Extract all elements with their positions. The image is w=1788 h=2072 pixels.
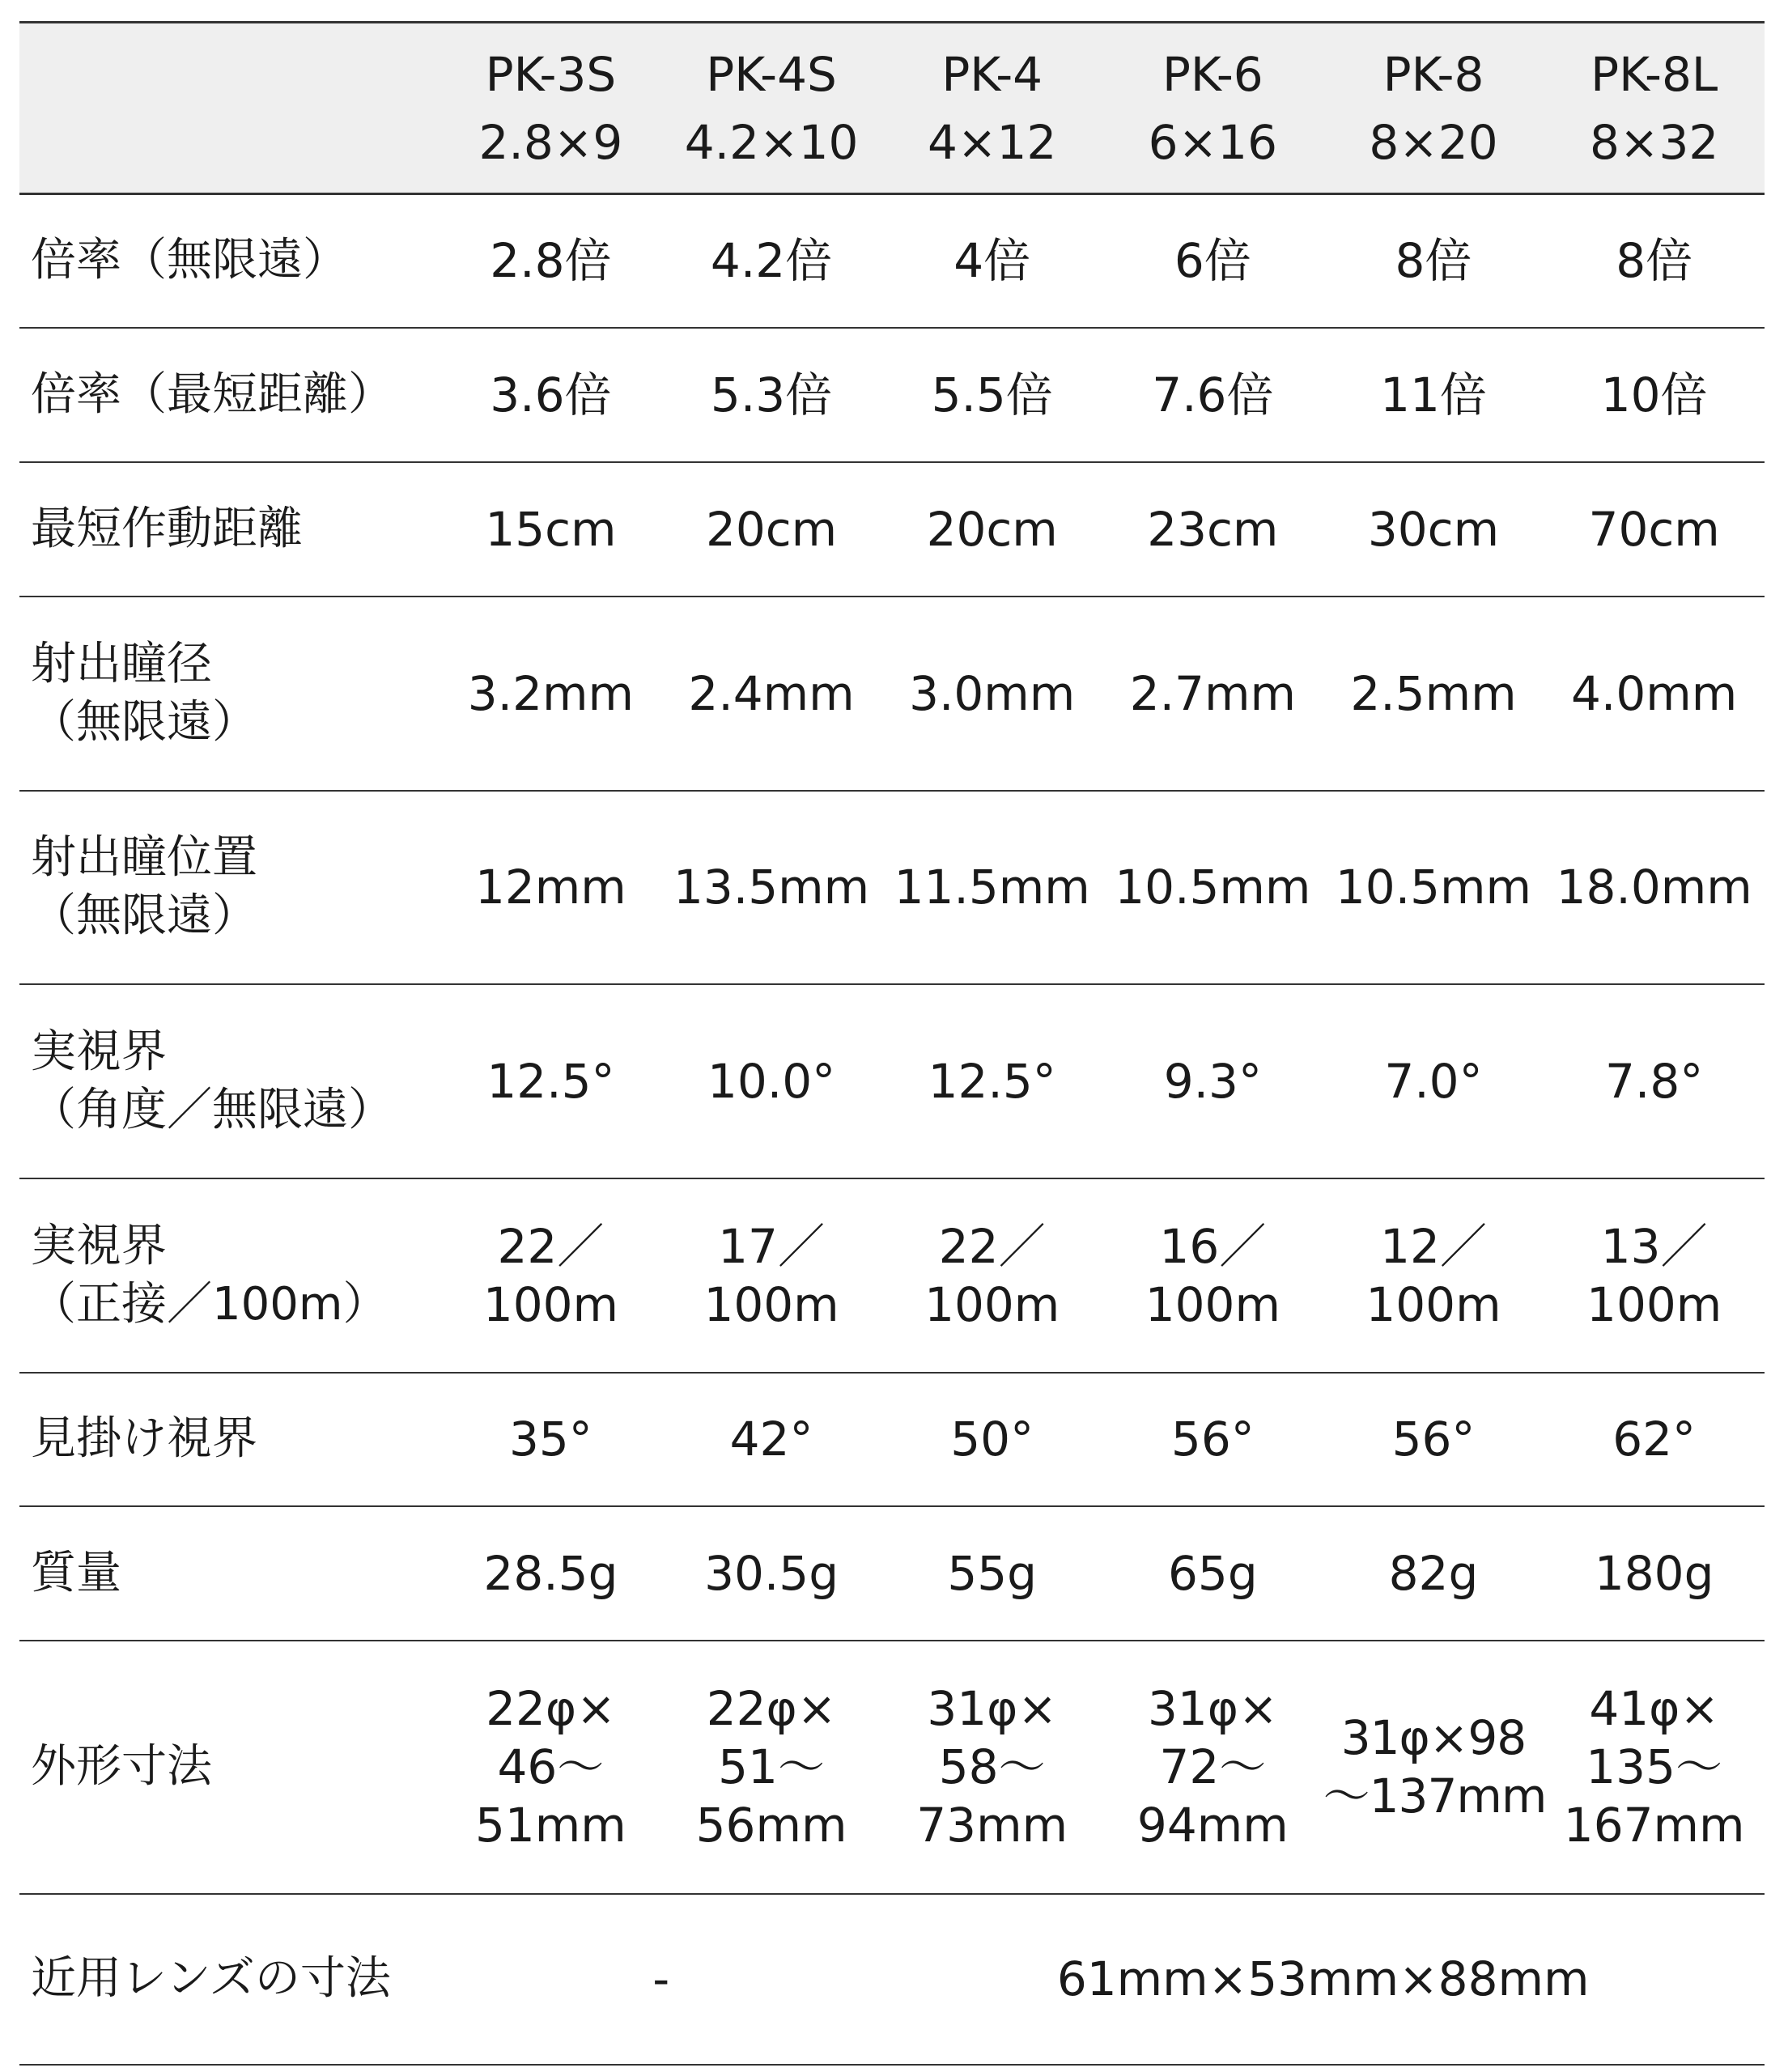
row-label: 近用レンズの寸法 [19,1894,440,2065]
value-cell: 20cm [661,462,882,597]
value-cell: 2.8倍 [440,194,661,328]
table-row [19,1373,1765,1506]
value-cell: 5.5倍 [881,328,1102,462]
model-name: PK-4 [941,46,1043,102]
model-header [661,23,882,194]
value-cell [881,1641,1102,1894]
model-spec: 4.2×10 [684,114,859,170]
value-cell: 7.0° [1323,984,1544,1178]
value-cell [1323,1641,1547,1894]
table-row [19,1506,1765,1641]
value-cell: 13.5mm [661,791,882,984]
value-line: 17／ [718,1218,825,1274]
value-line: 31φ×98 [1340,1710,1527,1765]
model-name: PK-6 [1162,46,1263,102]
model-header [1102,23,1323,194]
row-label-line: （角度／無限遠） [31,1083,393,1136]
value-cell: 3.6倍 [440,328,661,462]
value-cell: 2.4mm [661,597,882,791]
value-cell: 12.5° [440,984,661,1178]
table-body [19,194,1765,2065]
value-cell: 55g [881,1506,1102,1641]
value-line: 58〜 [938,1739,1046,1794]
value-line: 22φ× [486,1681,616,1736]
table-row [19,462,1765,597]
model-spec: 4×12 [928,114,1057,170]
row-label [19,1641,440,1894]
value-line: 73mm [916,1798,1068,1853]
value-cell: 10.0° [661,984,882,1178]
value-cell: 18.0mm [1544,791,1765,984]
value-line: 46〜 [497,1739,605,1794]
value-line: 51mm [475,1798,626,1853]
model-spec: 2.8×9 [478,114,623,170]
model-header [881,23,1102,194]
value-line: 100m [1145,1276,1280,1332]
value-cell: 4倍 [881,194,1102,328]
value-cell: 65g [1102,1506,1323,1641]
row-label-line: 見掛け視界 [31,1412,257,1465]
table-row-close-lens [19,1894,1765,2065]
row-label-line: 射出瞳位置 [31,831,257,884]
row-label-line: （正接／100m） [31,1277,389,1331]
row-label [19,1506,440,1641]
value-line: 100m [1365,1276,1501,1332]
value-line: 16／ [1159,1218,1267,1274]
row-label [19,984,440,1178]
value-cell: 23cm [1102,462,1323,597]
value-cell: 28.5g [440,1506,661,1641]
row-label [19,1373,440,1506]
value-cell: 8倍 [1323,194,1544,328]
table-row [19,597,1765,791]
model-name: PK-8L [1591,46,1718,102]
value-cell: 180g [1544,1506,1765,1641]
value-cell [1544,1178,1765,1373]
value-cell: 62° [1544,1373,1765,1506]
value-line: 100m [703,1276,839,1332]
value-line: 100m [1586,1276,1722,1332]
model-header [440,23,661,194]
row-label-line: 最短作動距離 [31,502,303,555]
value-line: 56mm [695,1798,847,1853]
header-corner [19,23,440,194]
close-lens-value-none: - [440,1894,881,2065]
table-header [19,23,1765,194]
value-cell: 56° [1102,1373,1323,1506]
value-line: 72〜 [1159,1739,1267,1794]
row-label-line: （無限遠） [31,890,257,942]
value-cell [661,1178,882,1373]
value-cell: 50° [881,1373,1102,1506]
model-name: PK-8 [1382,46,1484,102]
close-lens-value: 61mm×53mm×88mm [881,1894,1765,2065]
value-cell: 10.5mm [1102,791,1323,984]
row-label-line: 射出瞳径 [31,637,212,690]
value-cell [661,1641,882,1894]
value-cell [1102,1178,1323,1373]
table-row [19,791,1765,984]
table-row [19,1641,1765,1894]
value-cell: 35° [440,1373,661,1506]
value-line: 167mm [1563,1798,1745,1853]
value-line: 22／ [497,1218,605,1274]
value-cell: 20cm [881,462,1102,597]
row-label-line: 質量 [31,1546,121,1599]
value-cell: 6倍 [1102,194,1323,328]
value-cell: 42° [661,1373,882,1506]
row-label-line: 倍率（無限遠） [31,234,348,287]
value-cell: 7.6倍 [1102,328,1323,462]
value-line: 〜137mm [1323,1768,1547,1824]
row-label-line: 実視界 [31,1219,167,1272]
value-line: 13／ [1600,1218,1708,1274]
row-label [19,194,440,328]
model-spec: 6×16 [1148,114,1277,170]
value-line: 51〜 [718,1739,825,1794]
row-label-line: 実視界 [31,1025,167,1078]
value-cell: 11倍 [1323,328,1544,462]
value-line: 94mm [1136,1798,1289,1853]
value-cell: 7.8° [1544,984,1765,1178]
model-spec: 8×20 [1369,114,1498,170]
value-cell: 70cm [1544,462,1765,597]
value-cell: 3.0mm [881,597,1102,791]
value-line: 12／ [1380,1218,1487,1274]
value-cell [1544,1641,1765,1894]
value-cell: 4.2倍 [661,194,882,328]
value-line: 31φ× [927,1681,1058,1736]
value-cell: 9.3° [1102,984,1323,1178]
value-cell: 30.5g [661,1506,882,1641]
value-cell [1102,1641,1323,1894]
value-line: 135〜 [1586,1739,1722,1794]
table-row [19,1178,1765,1373]
value-cell: 12.5° [881,984,1102,1178]
row-label-line: 外形寸法 [31,1740,212,1793]
model-header [1323,23,1544,194]
model-spec: 8×32 [1589,114,1719,170]
row-label [19,791,440,984]
value-line: 31φ× [1148,1681,1278,1736]
row-label-line: （無限遠） [31,695,257,749]
value-line: 100m [924,1276,1060,1332]
row-label [19,462,440,597]
value-cell [440,1178,661,1373]
value-cell: 2.7mm [1102,597,1323,791]
row-label [19,1178,440,1373]
header-row [19,23,1765,194]
value-cell: 12mm [440,791,661,984]
value-cell: 30cm [1323,462,1544,597]
value-cell: 11.5mm [881,791,1102,984]
value-cell: 56° [1323,1373,1544,1506]
row-label [19,597,440,791]
value-cell [881,1178,1102,1373]
value-cell: 5.3倍 [661,328,882,462]
table-row [19,328,1765,462]
value-cell: 10倍 [1544,328,1765,462]
value-cell [440,1641,661,1894]
value-cell: 4.0mm [1544,597,1765,791]
value-cell: 8倍 [1544,194,1765,328]
value-cell: 82g [1323,1506,1544,1641]
row-label [19,328,440,462]
model-header [1544,23,1765,194]
table-row [19,194,1765,328]
table-row [19,984,1765,1178]
value-cell: 10.5mm [1323,791,1544,984]
value-cell: 3.2mm [440,597,661,791]
spec-table [19,21,1765,2066]
model-name: PK-4S [706,46,837,102]
value-line: 41φ× [1589,1681,1719,1736]
value-line: 22／ [938,1218,1046,1274]
model-name: PK-3S [485,46,617,102]
value-line: 22φ× [706,1681,837,1736]
value-cell: 2.5mm [1323,597,1544,791]
value-cell [1323,1178,1544,1373]
value-cell: 15cm [440,462,661,597]
row-label-line: 倍率（最短距離） [31,367,393,421]
value-line: 100m [482,1276,619,1332]
